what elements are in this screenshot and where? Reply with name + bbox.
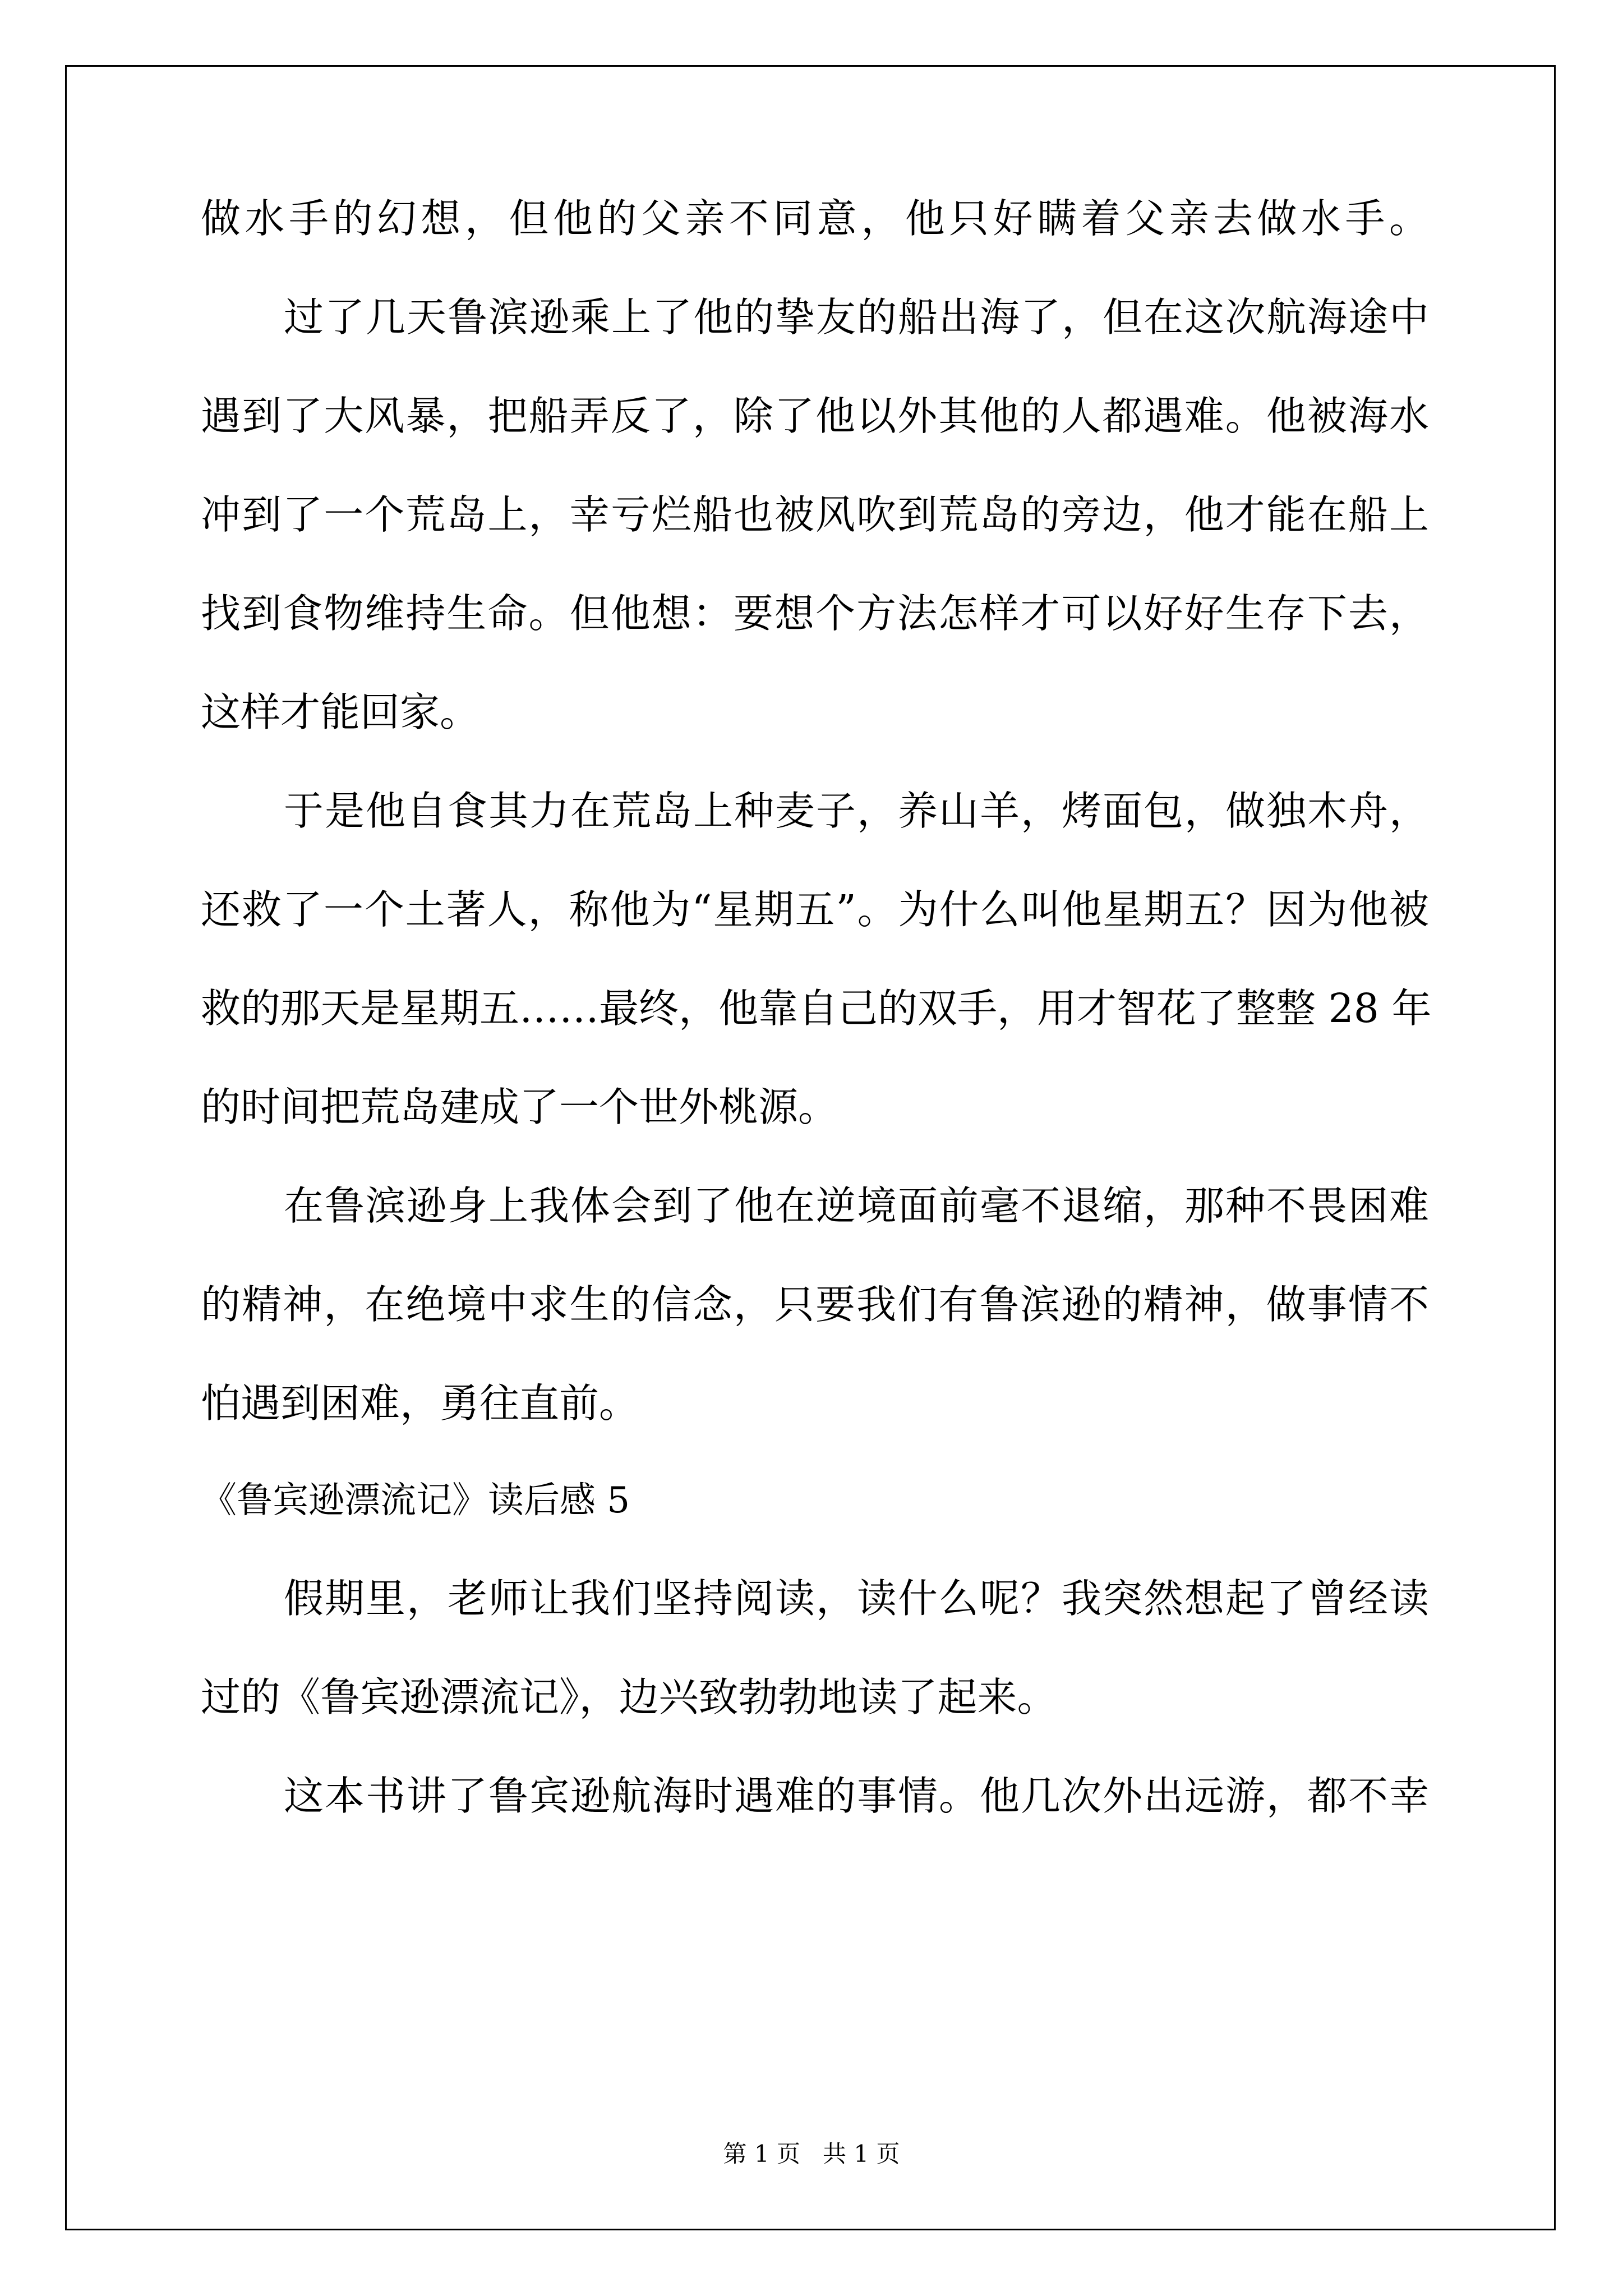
paragraph-line: 这样才能回家。 (201, 689, 480, 735)
paragraph-line: 遇到了大风暴，把船弄反了，除了他以外其他的人都遇难。他被海水 (201, 393, 1429, 439)
paragraph-line: 怕遇到困难，勇往直前。 (201, 1380, 639, 1427)
paragraph-line: 过的《鲁宾逊漂流记》，边兴致勃勃地读了起来。 (201, 1674, 1057, 1720)
paragraph-line: 的时间把荒岛建成了一个世外桃源。 (201, 1084, 838, 1130)
paragraph-line: 这本书讲了鲁宾逊航海时遇难的事情。他几次外出远游，都不幸 (284, 1773, 1429, 1819)
paragraph-line: 的精神，在绝境中求生的信念，只要我们有鲁滨逊的精神，做事情不 (201, 1281, 1429, 1328)
paragraph-line: 过了几天鲁滨逊乘上了他的挚友的船出海了，但在这次航海途中 (284, 294, 1429, 341)
paragraph-line: 于是他自食其力在荒岛上种麦子，养山羊，烤面包，做独木舟， (284, 788, 1429, 834)
section-heading: 《鲁宾逊漂流记》读后感 5 (201, 1480, 630, 1521)
paragraph-line: 冲到了一个荒岛上，幸亏烂船也被风吹到荒岛的旁边，他才能在船上 (201, 491, 1429, 538)
paragraph-line: 假期里，老师让我们坚持阅读，读什么呢？我突然想起了曾经读 (284, 1575, 1429, 1622)
page-number: 第 1 页 共 1 页 (723, 2140, 900, 2168)
paragraph-line: 还救了一个土著人，称他为“星期五”。为什么叫他星期五？因为他被 (201, 886, 1429, 933)
paragraph-line: 救的那天是星期五……最终，他靠自己的双手，用才智花了整整 28 年 (201, 985, 1432, 1032)
paragraph-line: 在鲁滨逊身上我体会到了他在逆境面前毫不退缩，那种不畏困难 (284, 1182, 1429, 1229)
paragraph-line: 找到食物维持生命。但他想：要想个方法怎样才可以好好生存下去， (201, 590, 1429, 637)
paragraph-line: 做水手的幻想，但他的父亲不同意，他只好瞒着父亲去做水手。 (201, 195, 1429, 242)
